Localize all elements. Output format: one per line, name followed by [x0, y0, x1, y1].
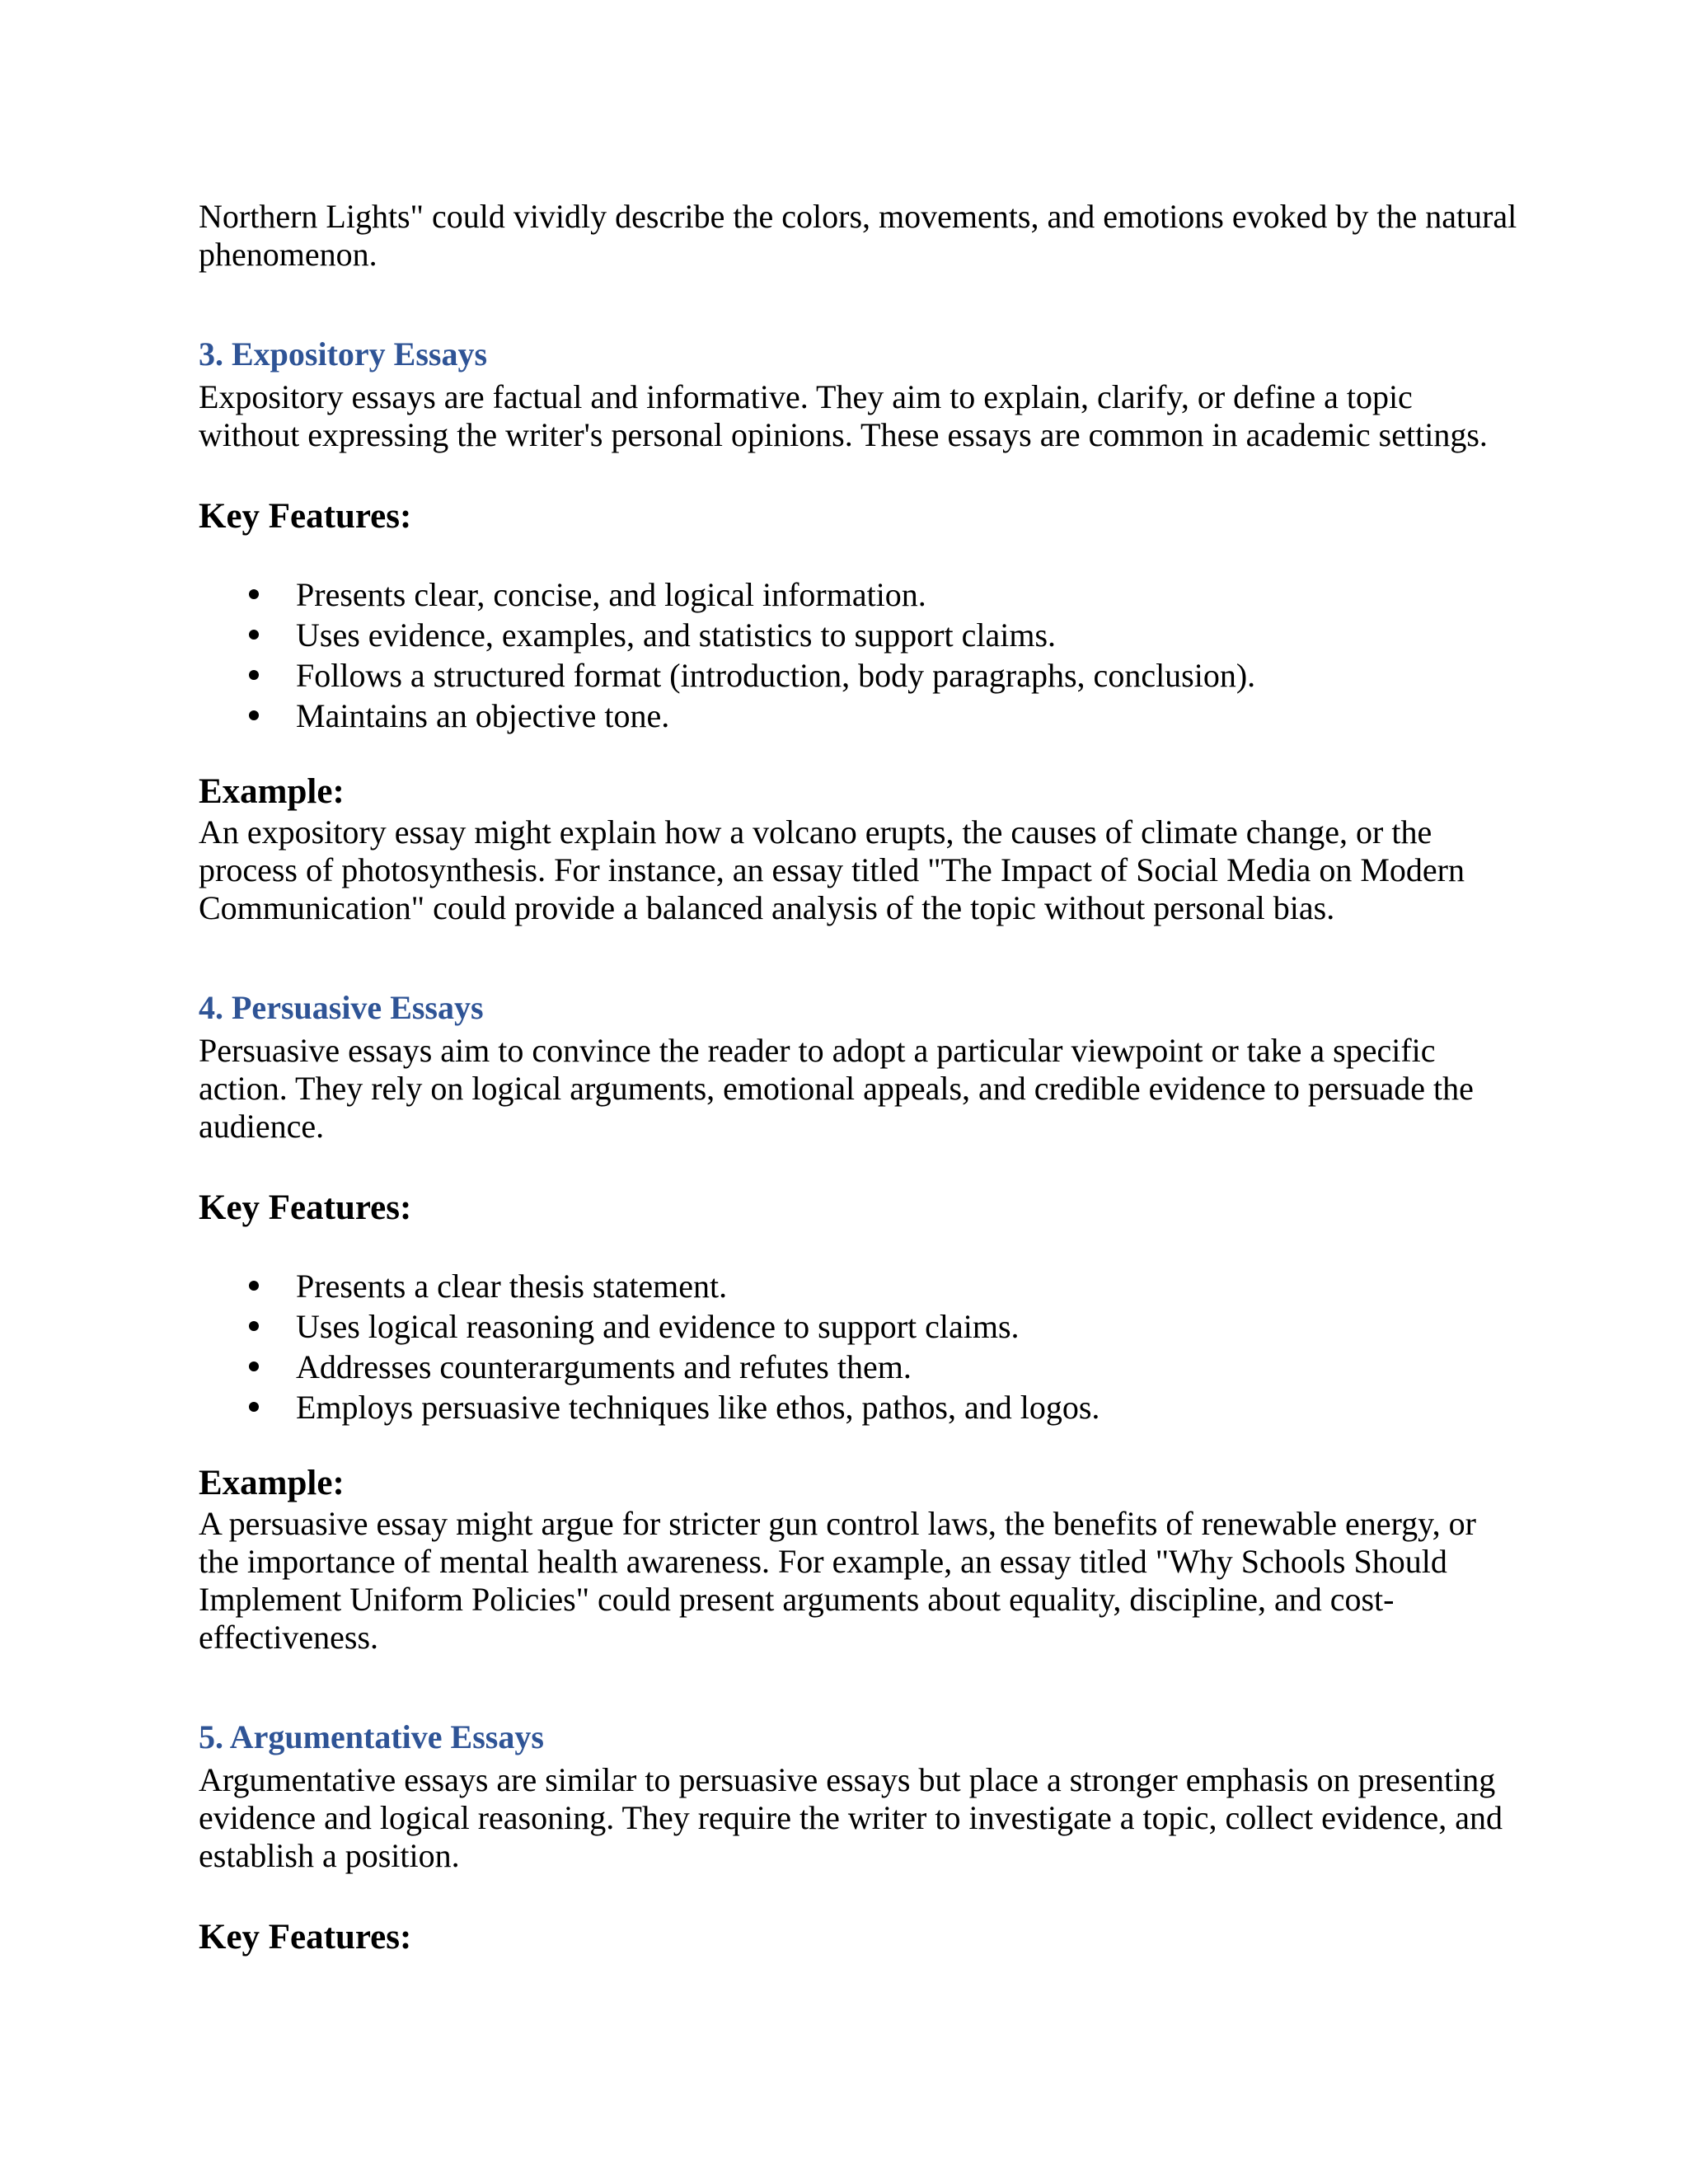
section-title-expository: 3. Expository Essays [199, 335, 488, 373]
section-body-expository: Expository essays are factual and informative. They aim to explain, clarify, or define a topic without expressing the writer's personal opinions. These essays are common in academic settings. [199, 378, 1488, 453]
bullet-icon [249, 589, 259, 599]
list-item-text: Follows a structured format (introduction, body paragraphs, conclusion). [296, 657, 1256, 694]
list-item [199, 1266, 1517, 1306]
bullet-icon [249, 670, 259, 680]
list-item [199, 1387, 1517, 1427]
section-title-argumentative: 5. Argumentative Essays [199, 1718, 544, 1755]
list-item [199, 615, 1517, 655]
bullet-icon [249, 630, 259, 640]
list-item-text: Presents a clear thesis statement. [296, 1268, 728, 1305]
list-item-text: Presents clear, concise, and logical information. [296, 576, 926, 613]
bullet-icon [249, 710, 259, 720]
example-heading: Example: [199, 1464, 345, 1502]
list-item-text: Employs persuasive techniques like ethos, pathos, and logos. [296, 1389, 1100, 1426]
list-item [199, 655, 1517, 696]
document-content [199, 198, 1517, 1959]
list-item [199, 1347, 1517, 1387]
key-features-heading: Key Features: [199, 1918, 412, 1957]
feature-list [199, 574, 1517, 736]
section-title-persuasive: 4. Persuasive Essays [199, 989, 484, 1026]
list-item-text: Addresses counterarguments and refutes them. [296, 1348, 912, 1385]
list-item [199, 1306, 1517, 1347]
list-item [199, 574, 1517, 615]
example-heading: Example: [199, 772, 345, 811]
list-item-text: Uses evidence, examples, and statistics to support claims. [296, 616, 1057, 654]
section-body-persuasive: Persuasive essays aim to convince the reader to adopt a particular viewpoint or take a specific action. They rely on logical arguments, emotional appeals, and credible evidence to persuade the audience. [199, 1032, 1474, 1145]
section-body-argumentative: Argumentative essays are similar to persuasive essays but place a stronger emphasis on presenting evidence and logical reasoning. They require the writer to investigate a topic, collect evidence, and establish a position. [199, 1761, 1503, 1874]
intro-continuation: Northern Lights" could vividly describe the colors, movements, and emotions evoked by the natural phenomenon. [199, 198, 1517, 273]
bullet-icon [249, 1281, 259, 1291]
bullet-icon [249, 1321, 259, 1331]
bullet-icon [249, 1402, 259, 1412]
example-body: An expository essay might explain how a volcano erupts, the causes of climate change, or the process of photosynthesis. For instance, an essay titled "The Impact of Social Media on Modern Communication" could provide a balanced analysis of the topic without personal bias. [199, 813, 1465, 926]
bullet-icon [249, 1361, 259, 1371]
list-item-text: Maintains an objective tone. [296, 697, 670, 734]
list-item [199, 696, 1517, 736]
feature-list [199, 1266, 1517, 1427]
example-body: A persuasive essay might argue for stricter gun control laws, the benefits of renewable energy, or the importance of mental health awareness. For example, an essay titled "Why Schools Should Implement Uniform Policies" could present arguments about equality, discipline, and cost-effectiveness. [199, 1505, 1476, 1656]
key-features-heading: Key Features: [199, 497, 412, 536]
key-features-heading: Key Features: [199, 1188, 412, 1227]
list-item-text: Uses logical reasoning and evidence to support claims. [296, 1308, 1020, 1345]
